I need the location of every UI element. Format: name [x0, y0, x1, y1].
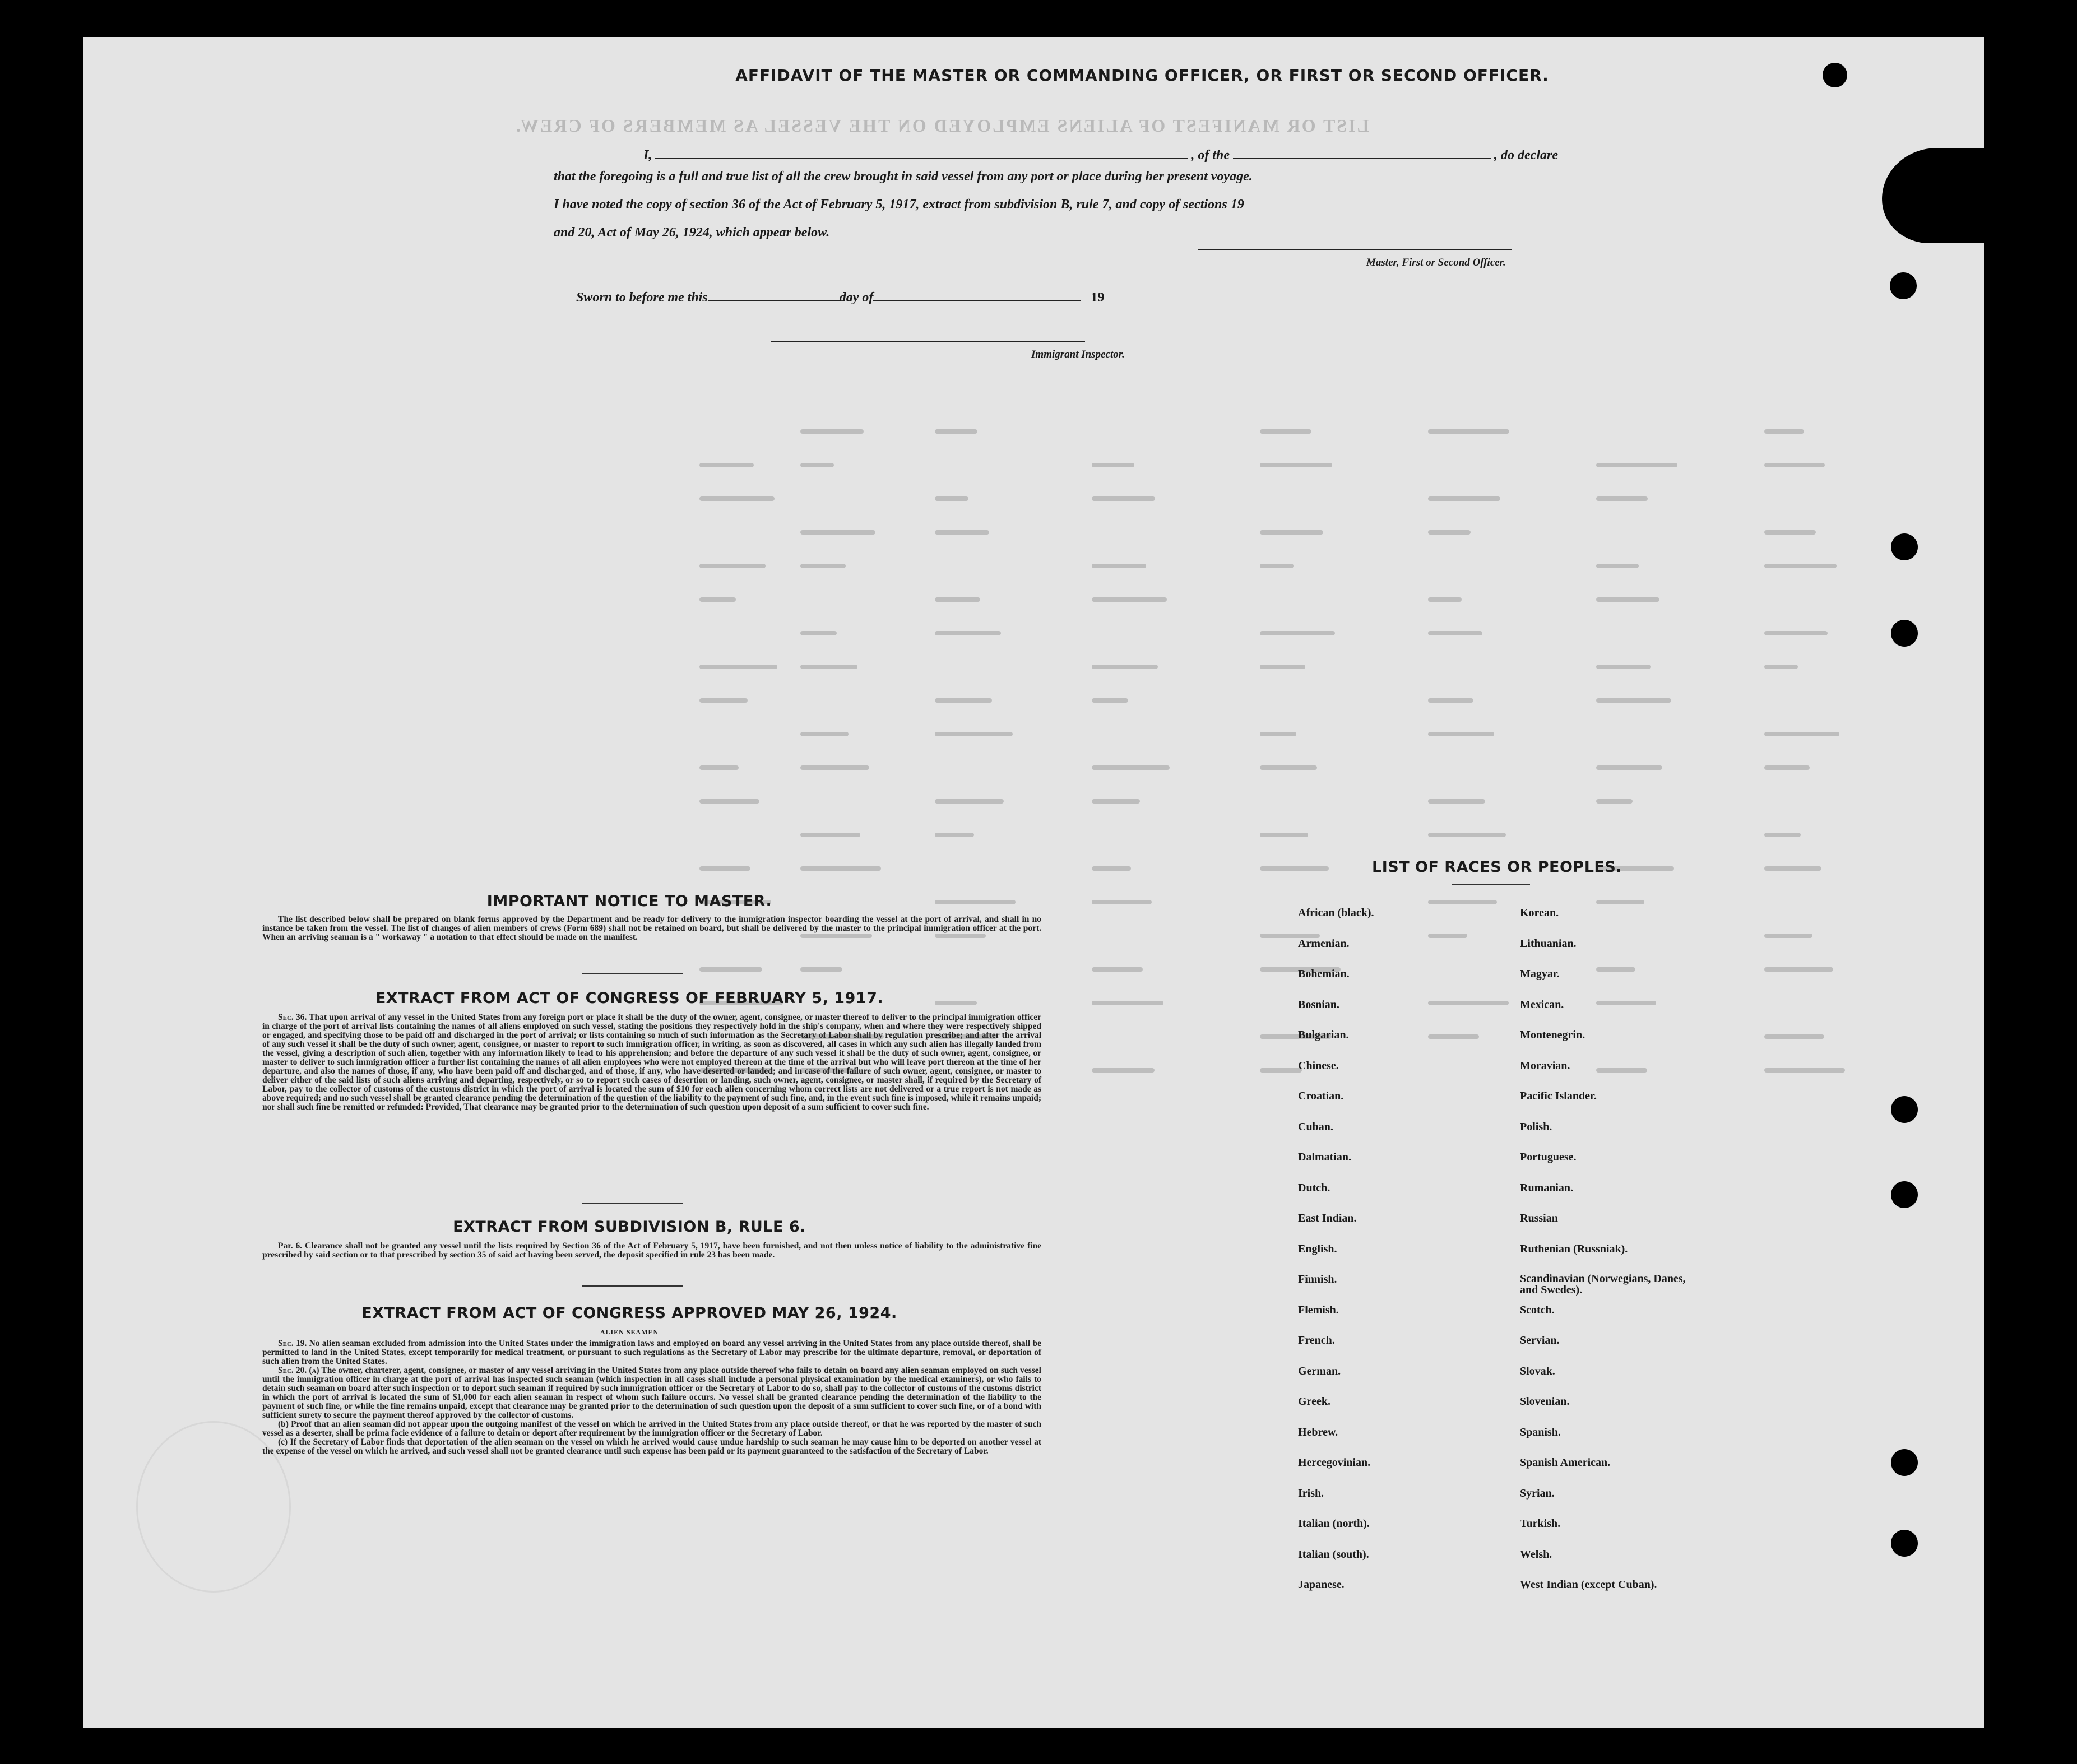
affidavit-line-2: that the foregoing is a full and true list of all the crew brought in said vessel from any port or place during her present voyage.: [554, 169, 1253, 184]
punch-hole: [1891, 1530, 1918, 1557]
punch-hole: [1890, 272, 1917, 299]
vessel-blank[interactable]: [1233, 147, 1491, 159]
affidavit-line-3: I have noted the copy of section 36 of the Act of February 5, 1917, extract from subdivision B, rule 7, and copy of sections 19: [554, 197, 1244, 212]
extract-1917-text: [262, 1013, 1041, 1112]
race-item: Hercegovinian.: [1298, 1456, 1371, 1469]
race-item: Italian (north).: [1298, 1517, 1370, 1530]
bleed-through-row: [699, 631, 1932, 639]
race-item: African (black).: [1298, 907, 1374, 919]
bleed-through-row: [699, 597, 1932, 605]
race-item: Slovak.: [1520, 1364, 1555, 1377]
sworn-month-blank[interactable]: [873, 289, 1081, 301]
bleed-through-heading: LIST OR MANIFEST OF ALIENS EMPLOYED ON THE VESSEL AS MEMBERS OF CREW.: [514, 115, 1369, 136]
race-item: Spanish.: [1520, 1426, 1561, 1438]
race-item: Bosnian.: [1298, 998, 1339, 1011]
extract-1917-title: EXTRACT FROM ACT OF CONGRESS OF FEBRUARY 5, 1917.: [375, 990, 884, 1007]
race-item: Spanish American.: [1520, 1456, 1611, 1469]
race-item: Greek.: [1298, 1395, 1330, 1408]
par-6-body: Clearance shall not be granted any vessel until the lists required by Section 36 of the Act of February 5, 1917, have been furnished, and not then unless notice of liability to the administrative fine prescribed by said section or to that prescribed by section 35 of said act having been served, the deposit specified in rule 23 has been made.: [262, 1241, 1041, 1260]
notice-text: [262, 915, 1041, 942]
extract-1924-title: EXTRACT FROM ACT OF CONGRESS APPROVED MAY 26, 1924.: [361, 1305, 897, 1322]
race-item: Finnish.: [1298, 1273, 1337, 1285]
sec-20-label: Sec. 20. (a): [278, 1366, 319, 1375]
race-item: Armenian.: [1298, 937, 1350, 950]
affidavit-title: AFFIDAVIT OF THE MASTER OR COMMANDING OFFICER, OR FIRST OR SECOND OFFICER.: [735, 66, 1549, 85]
bleed-through-row: [699, 866, 1932, 874]
punch-hole: [1823, 63, 1847, 87]
race-item: Scotch.: [1520, 1303, 1555, 1316]
torn-corner: [1882, 148, 1984, 243]
punch-hole: [1891, 533, 1918, 560]
punch-hole: [1891, 620, 1918, 647]
race-item: Rumanian.: [1520, 1181, 1574, 1194]
punch-hole: [1891, 1449, 1918, 1476]
extract-rule6-text: [262, 1242, 1041, 1260]
bleed-through-row: [699, 765, 1932, 773]
affidavit-i: I,: [643, 148, 652, 163]
race-item: West Indian (except Cuban).: [1520, 1579, 1657, 1591]
sec-20c: [262, 1438, 1041, 1456]
race-item: Montenegrin.: [1520, 1029, 1585, 1041]
name-blank[interactable]: [655, 147, 1188, 159]
notice-title: IMPORTANT NOTICE TO MASTER.: [486, 893, 772, 910]
race-item: Bulgarian.: [1298, 1029, 1349, 1041]
race-item: Dutch.: [1298, 1181, 1330, 1194]
punch-hole: [1891, 1096, 1918, 1123]
notice-body: The list described below shall be prepared on blank forms approved by the Department and be ready for delivery to the immigration inspector boarding the vessel at the port of arrival, and shall in no instance be taken from the vessel. The list of changes of alien members of crews (Form 689) shall not be retained on board, but shall be delivered by the master to the principal immigration officer at the port. When an arriving seaman is a " workaway " a notation to that effect should be made on the manifest.: [262, 915, 1041, 942]
race-item: Scandinavian (Norwegians, Danes, and Swedes).: [1520, 1273, 1686, 1296]
race-item: Portuguese.: [1520, 1151, 1577, 1163]
race-item: Turkish.: [1520, 1517, 1561, 1530]
inspector-caption: Immigrant Inspector.: [1031, 349, 1125, 360]
sec-36-body: That upon arrival of any vessel in the United States from any foreign port or place it shall be the duty of the owner, agent, consignee, or master thereof to deliver to the principal immigration officer in charge of the port of arrival lists containing the names of all aliens employed on such vessel, stating the positions they respectively hold in the ship's company, when and where they were respectively shipped or engaged, and specifying those to be paid off and discharged in the port of arrival; or lists containing so much of such information as the Secretary of Labor shall by regulation prescribe; and after the arrival of any such vessel it shall be the duty of such owner, agent, consignee, or master to report to such immigration officer, in writing, as soon as discovered, all cases in which any such alien has illegally landed from the vessel, giving a description of such alien, together with any information likely to lead to his apprehension; and before the departure of any such vessel it shall be the duty of such owner, agent, consignee, or master to deliver to such immigration officer a further list containing the names of all alien employees who were not employed thereon at the time of the arrival but who will leave port thereon at the time of her departure, and also the names of those, if any, who have been paid off and discharged, and of those, if any, who have deserted or landed; and in case of the failure of such owner, agent, consignee, or master to deliver either of the said lists of such aliens arriving and departing, respectively, or so to report such cases of desertion or landing, such owner, agent, consignee, or master shall, if required by the Secretary of Labor, pay to the collector of customs of the customs district in which the port of arrival is located the sum of $10 for each alien concerning whom correct lists are not delivered or a true report is not made as above required; and no such vessel shall be granted clearance pending the determination of the question of the liability to the payment of such fine, and, in the event such fine is imposed, while it remains unpaid; nor shall such fine be remitted or refunded: Provided, That clearance may be granted prior to the determination of such question upon deposit of a sum sufficient to cover such fine.: [262, 1013, 1041, 1112]
inspector-signature-line[interactable]: [771, 341, 1085, 342]
sec-20b: [262, 1420, 1041, 1438]
race-item: Lithuanian.: [1520, 937, 1577, 950]
race-item: Pacific Islander.: [1520, 1090, 1597, 1102]
affidavit-declare: , do declare: [1494, 148, 1558, 163]
sec-20a: [262, 1366, 1041, 1420]
race-item: French.: [1298, 1334, 1335, 1347]
master-signature-line[interactable]: [1198, 249, 1512, 250]
race-item: Magyar.: [1520, 968, 1560, 980]
race-item: Bohemian.: [1298, 968, 1350, 980]
race-item: German.: [1298, 1364, 1341, 1377]
separator-3: [582, 1285, 683, 1287]
bleed-through-row: [699, 429, 1932, 437]
sec-19: [262, 1339, 1041, 1366]
affidavit-of-the: , of the: [1191, 148, 1230, 163]
affidavit-line-4: and 20, Act of May 26, 1924, which appear below.: [554, 225, 830, 240]
par-6-label: Par. 6.: [278, 1241, 303, 1251]
sworn-prefix: Sworn to before me this: [576, 290, 708, 305]
bleed-through-row: [699, 463, 1932, 471]
affidavit-line-1: [643, 147, 1652, 163]
race-item: Korean.: [1520, 907, 1559, 919]
races-underline: [1452, 884, 1530, 885]
race-item: Italian (south).: [1298, 1548, 1369, 1561]
sec-19-body: No alien seaman excluded from admission into the United States under the immigration laws and employed on board any vessel arriving in the United States from any place outside thereof, shall be permitted to land in the United States, except temporarily for medical treatment, or pursuant to such regulations as the Secretary of Labor may prescribe for the ultimate departure, removal, or deportation of such alien from the United States.: [262, 1339, 1042, 1366]
sec-20b-body: (b) Proof that an alien seaman did not appear upon the outgoing manifest of the vessel on which he arrived in the United States from any place outside thereof, or that he was reported by the master of such vessel as a deserter, shall be prima facie evidence of a failure to detain or deport after requirement by the immigration officer or the Secretary of Labor.: [262, 1419, 1041, 1438]
sworn-day-of: day of: [839, 290, 874, 305]
sworn-year: 19: [1091, 290, 1105, 305]
bleed-through-row: [699, 732, 1932, 740]
sworn-day-blank[interactable]: [708, 289, 840, 301]
race-item: Russian: [1520, 1212, 1558, 1224]
races-right-column: [1520, 907, 1705, 1609]
sec-20c-body: (c) If the Secretary of Labor finds that deportation of the alien seaman on the vessel on which he arrived would cause undue hardship to such seaman he may cause him to be deported on another vessel at the expense of the vessel on which he arrived, and such vessel shall not be granted clearance until such expense has been paid or its payment guaranteed to the satisfaction of the Secretary of Labor.: [262, 1437, 1041, 1456]
bleed-through-row: [699, 496, 1932, 504]
race-item: Moravian.: [1520, 1059, 1570, 1072]
race-item: Servian.: [1520, 1334, 1560, 1347]
race-item: Japanese.: [1298, 1579, 1345, 1591]
extract-1924-text: [262, 1339, 1041, 1456]
race-item: Polish.: [1520, 1120, 1552, 1133]
race-item: Cuban.: [1298, 1120, 1333, 1133]
race-item: Slovenian.: [1520, 1395, 1570, 1408]
master-caption: Master, First or Second Officer.: [1366, 257, 1506, 268]
race-item: Mexican.: [1520, 998, 1564, 1011]
race-item: Irish.: [1298, 1487, 1324, 1500]
sworn-line: [576, 289, 1686, 305]
bleed-through-row: [699, 833, 1932, 841]
separator-1: [582, 973, 683, 974]
sec-20a-body: The owner, charterer, agent, consignee, or master of any vessel arriving in the United States from any place outside thereof who fails to detain on board any alien seaman employed on such vessel until the immigration officer in charge at the port of arrival has inspected such seaman (which inspection in all cases shall include a personal physical examination by the medical examiners), or who fails to detain such seaman on board after such inspection or to deport such seaman if required by such immigration officer or the Secretary of Labor to do so, shall pay to the collector of customs of the customs district in which the port of arrival is located the sum of $1,000 for each alien seaman in respect of whom such failure occurs. No vessel shall be granted clearance pending the determination of the liability to the payment of such fine, or while the fine remains unpaid, except that clearance may be granted prior to the determination of such question upon the deposit of a sum sufficient to cover such fine, or of a bond with sufficient surety to secure the payment thereof approved by the collector of customs.: [262, 1366, 1041, 1420]
race-item: Hebrew.: [1298, 1426, 1338, 1438]
races-left-column: [1298, 907, 1374, 1609]
bleed-through-row: [699, 799, 1932, 807]
race-item: Flemish.: [1298, 1303, 1339, 1316]
bleed-through-row: [699, 665, 1932, 672]
alien-seamen-subtitle: ALIEN SEAMEN: [600, 1328, 659, 1336]
separator-2: [582, 1203, 683, 1204]
race-item: English.: [1298, 1242, 1337, 1255]
sec-36-label: Sec. 36.: [278, 1013, 307, 1022]
races-title: LIST OF RACES OR PEOPLES.: [1372, 858, 1622, 876]
race-item: Chinese.: [1298, 1059, 1339, 1072]
race-item: Ruthenian (Russniak).: [1520, 1242, 1628, 1255]
bleed-through-row: [699, 698, 1932, 706]
race-item: East Indian.: [1298, 1212, 1357, 1224]
extract-rule6-title: EXTRACT FROM SUBDIVISION B, RULE 6.: [453, 1218, 806, 1236]
bleed-through-row: [699, 530, 1932, 538]
document-page: [83, 37, 1984, 1728]
race-item: Croatian.: [1298, 1090, 1344, 1102]
race-item: Dalmatian.: [1298, 1151, 1351, 1163]
bleed-through-row: [699, 564, 1932, 572]
sec-19-label: Sec. 19.: [278, 1339, 307, 1348]
race-item: Syrian.: [1520, 1487, 1555, 1500]
race-item: Welsh.: [1520, 1548, 1552, 1561]
punch-hole: [1891, 1181, 1918, 1208]
